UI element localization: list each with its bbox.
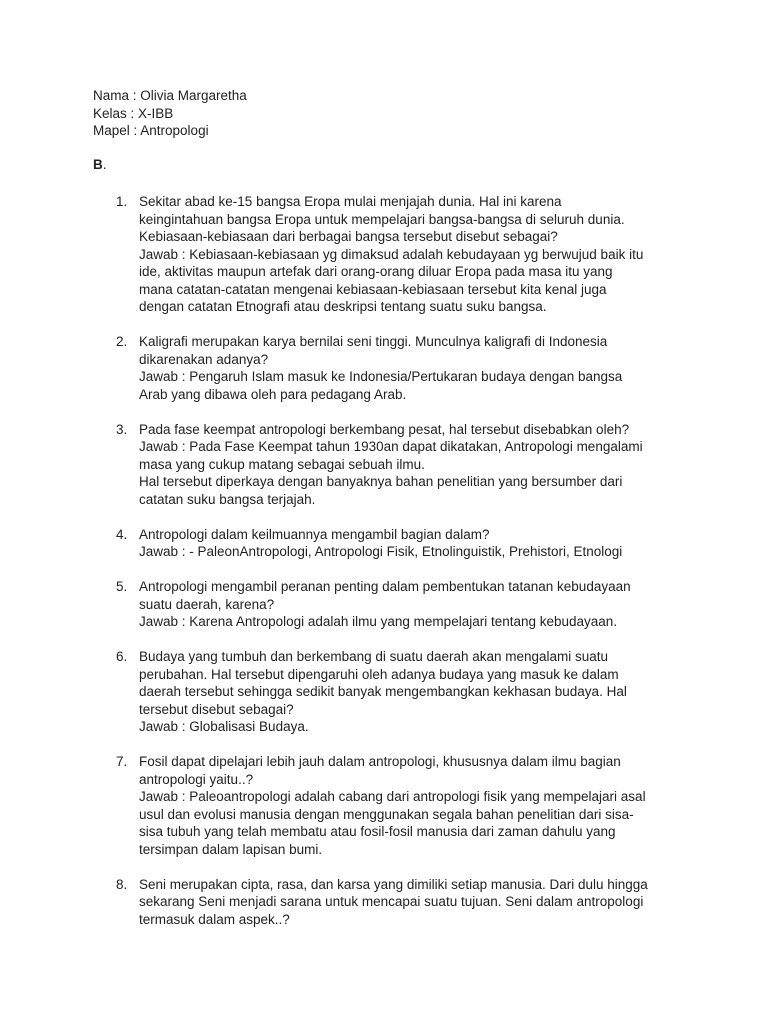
question-line: dikarenakan adanya? (139, 351, 269, 367)
question-line: daerah tersebut sehingga sedikit banyak mengembangkan kekhasan budaya. Hal (139, 684, 627, 699)
question-line: termasuk dalam aspek..? (139, 911, 290, 927)
question-line: Arab yang dibawa oleh para pedagang Arab. (139, 386, 407, 402)
question-number: 6. (116, 649, 128, 664)
question-line: Jawab : Pengaruh Islam masuk ke Indonesia/Pertukaran budaya dengan bangsa (139, 369, 623, 384)
question-line: dengan catatan Etnografi atau deskripsi tentang suatu suku bangsa. (139, 299, 547, 314)
question-line: Jawab : - PaleonAntropologi, Antropologi Fisik, Etnolinguistik, Prehistori, Etnologi (139, 544, 623, 559)
question-line: catatan suku bangsa terjajah. (139, 491, 316, 507)
question-number: 5. (116, 579, 128, 594)
question-list (93, 193, 683, 946)
question-line: Antropologi mengambil peranan penting dalam pembentukan tatanan kebudayaan (139, 579, 631, 594)
question-line: Sekitar abad ke-15 bangsa Eropa mulai menjajah dunia. Hal ini karena (139, 194, 562, 209)
question-line: Kebiasaan-kebiasaan dari berbagai bangsa tersebut disebut sebagai? (139, 229, 558, 244)
question-line: usul dan evolusi manusia dengan menggunakan segala bahan penelitian dari sisa- (139, 806, 634, 822)
question-line: Jawab : Globalisasi Budaya. (139, 719, 309, 734)
question-line: Antropologi dalam keilmuannya mengambil bagian dalam? (139, 526, 490, 542)
question-number: 2. (116, 334, 128, 349)
question-line: keingintahuan bangsa Eropa untuk mempelajari bangsa-bangsa di seluruh dunia. (139, 211, 625, 227)
question-line: Seni merupakan cipta, rasa, dan karsa yang dimiliki setiap manusia. Dari dulu hingga (139, 876, 648, 892)
question-line: antropologi yaitu..? (139, 771, 254, 787)
question-line: Kaligrafi merupakan karya bernilai seni tinggi. Munculnya kaligrafi di Indonesia (139, 334, 608, 349)
section-heading (93, 156, 107, 174)
question-line: tersimpan dalam lapisan bumi. (139, 841, 323, 857)
question-item (93, 753, 683, 858)
question-number: 8. (116, 876, 128, 892)
section-suffix: . (102, 157, 107, 172)
question-line: Fosil dapat dipelajari lebih jauh dalam antropologi, khususnya dalam ilmu bagian (139, 754, 621, 769)
student-header (93, 87, 247, 140)
question-line: mana catatan-catatan mengenai kebiasaan-kebiasaan tersebut kita kenal juga (139, 281, 607, 297)
question-item (93, 526, 683, 561)
question-line: Jawab : Kebiasaan-kebiasaan yg dimaksud adalah kebudayaan yg berwujud baik itu (139, 246, 644, 262)
question-line: Jawab : Paleoantropologi adalah cabang dari antropologi fisik yang mempelajari asal (139, 789, 646, 804)
question-item (93, 333, 683, 403)
student-class: Kelas : X-IBB (93, 105, 174, 121)
question-item (93, 648, 683, 736)
question-number: 3. (116, 421, 128, 437)
question-line: perubahan. Hal tersebut dipengaruhi oleh adanya budaya yang masuk ke dalam (139, 666, 619, 682)
student-name: Nama : Olivia Margaretha (93, 88, 247, 103)
question-line: sekarang Seni menjadi sarana untuk mencapai suatu tujuan. Seni dalam antropologi (139, 894, 644, 909)
question-line: Jawab : Karena Antropologi adalah ilmu yang mempelajari tentang kebudayaan. (139, 614, 618, 629)
question-line: Pada fase keempat antropologi berkembang pesat, hal tersebut disebabkan oleh? (139, 421, 630, 437)
student-subject: Mapel : Antropologi (93, 123, 209, 138)
question-number: 7. (116, 754, 128, 769)
question-item (93, 876, 683, 929)
question-line: Budaya yang tumbuh dan berkembang di suatu daerah akan mengalami suatu (139, 649, 609, 664)
question-item (93, 578, 683, 631)
question-item (93, 193, 683, 316)
question-line: Hal tersebut diperkaya dengan banyaknya bahan penelitian yang bersumber dari (139, 474, 623, 489)
section-letter: B (93, 157, 103, 172)
question-line: suatu daerah, karena? (139, 596, 275, 612)
question-line: sisa tubuh yang telah membatu atau fosil-fosil manusia dari zaman dahulu yang (139, 824, 616, 839)
question-number: 4. (116, 526, 128, 542)
question-line: masa yang cukup matang sebagai sebuah ilmu. (139, 456, 425, 472)
question-line: ide, aktivitas maupun artefak dari orang-orang diluar Eropa pada masa itu yang (139, 264, 613, 279)
question-line: tersebut disebut sebagai? (139, 701, 294, 717)
question-number: 1. (116, 194, 128, 209)
question-item (93, 421, 683, 509)
question-line: Jawab : Pada Fase Keempat tahun 1930an dapat dikatakan, Antropologi mengalami (139, 439, 643, 454)
